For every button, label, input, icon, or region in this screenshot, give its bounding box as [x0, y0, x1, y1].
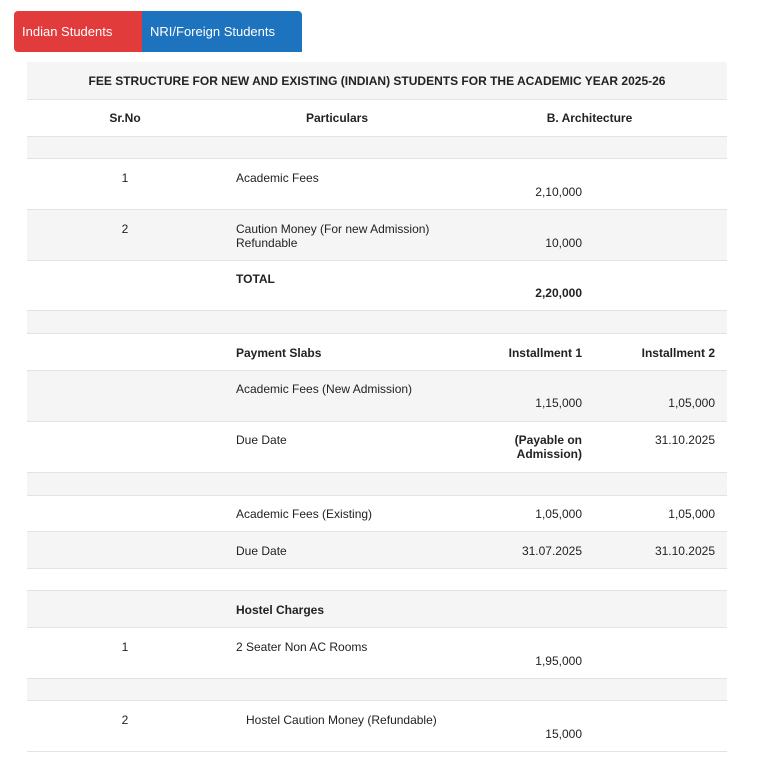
student-type-tabs	[14, 11, 302, 52]
spacer-row	[27, 473, 727, 496]
row-amount: 15,000	[545, 727, 582, 741]
header-particulars: Particulars	[305, 111, 369, 125]
row-installment-1-line1: (Payable on	[514, 433, 582, 447]
row-amount: 2,10,000	[535, 185, 582, 199]
row-installment-1: 31.07.2025	[521, 544, 582, 558]
installment-1-header: Installment 1	[508, 346, 582, 360]
row-amount: 1,95,000	[535, 654, 582, 668]
table-row	[27, 496, 727, 532]
row-installment-2: 1,05,000	[668, 396, 715, 410]
row-particular: Due Date	[236, 433, 287, 447]
spacer-row	[27, 311, 727, 334]
spacer-row	[27, 679, 727, 701]
table-row	[27, 159, 727, 210]
row-installment-1: 1,15,000	[535, 396, 582, 410]
row-particular: Academic Fees	[236, 171, 319, 185]
row-particular: Hostel Caution Money (Refundable)	[246, 713, 437, 727]
table-row	[27, 628, 727, 679]
table-row	[27, 210, 727, 261]
spacer-row	[27, 569, 727, 591]
table-title: FEE STRUCTURE FOR NEW AND EXISTING (INDIAN) STUDENTS FOR THE ACADEMIC YEAR 2025-26	[88, 74, 666, 88]
row-srno: 2	[121, 713, 129, 727]
table-header-row	[27, 100, 727, 137]
spacer-row	[27, 137, 727, 159]
row-srno: 1	[121, 640, 129, 654]
row-particular: 2 Seater Non AC Rooms	[236, 640, 368, 654]
table-title-row	[27, 62, 727, 100]
installment-2-header: Installment 2	[641, 346, 715, 360]
hostel-header-row	[27, 591, 727, 628]
table-row	[27, 371, 727, 422]
hostel-charges-label: Hostel Charges	[236, 603, 325, 617]
tab-indian-students[interactable]: Indian Students	[14, 11, 142, 52]
table-row	[27, 532, 727, 569]
row-amount: 10,000	[545, 236, 582, 250]
row-particular: Academic Fees (New Admission)	[236, 382, 413, 396]
row-particular: Academic Fees (Existing)	[236, 507, 373, 521]
fee-structure-table	[27, 62, 727, 752]
row-particular-line1: Caution Money (For new Admission)	[236, 222, 430, 236]
table-row	[27, 422, 727, 473]
row-installment-2: 1,05,000	[668, 507, 715, 521]
header-srno: Sr.No	[109, 111, 141, 125]
total-row	[27, 261, 727, 311]
total-label: TOTAL	[236, 272, 275, 286]
row-installment-1-line2: Admission)	[516, 447, 582, 461]
row-installment-2: 31.10.2025	[654, 544, 715, 558]
table-row	[27, 701, 727, 752]
total-amount: 2,20,000	[535, 286, 582, 300]
payment-header-row	[27, 334, 727, 371]
payment-slabs-label: Payment Slabs	[236, 346, 322, 360]
header-program: B. Architecture	[546, 111, 633, 125]
tab-nri-foreign-students[interactable]: NRI/Foreign Students	[142, 11, 302, 52]
row-srno: 2	[121, 222, 129, 236]
row-particular: Due Date	[236, 544, 287, 558]
row-installment-2: 31.10.2025	[654, 433, 715, 447]
row-installment-1: 1,05,000	[535, 507, 582, 521]
row-srno: 1	[121, 171, 129, 185]
row-particular-line2: Refundable	[236, 236, 298, 250]
